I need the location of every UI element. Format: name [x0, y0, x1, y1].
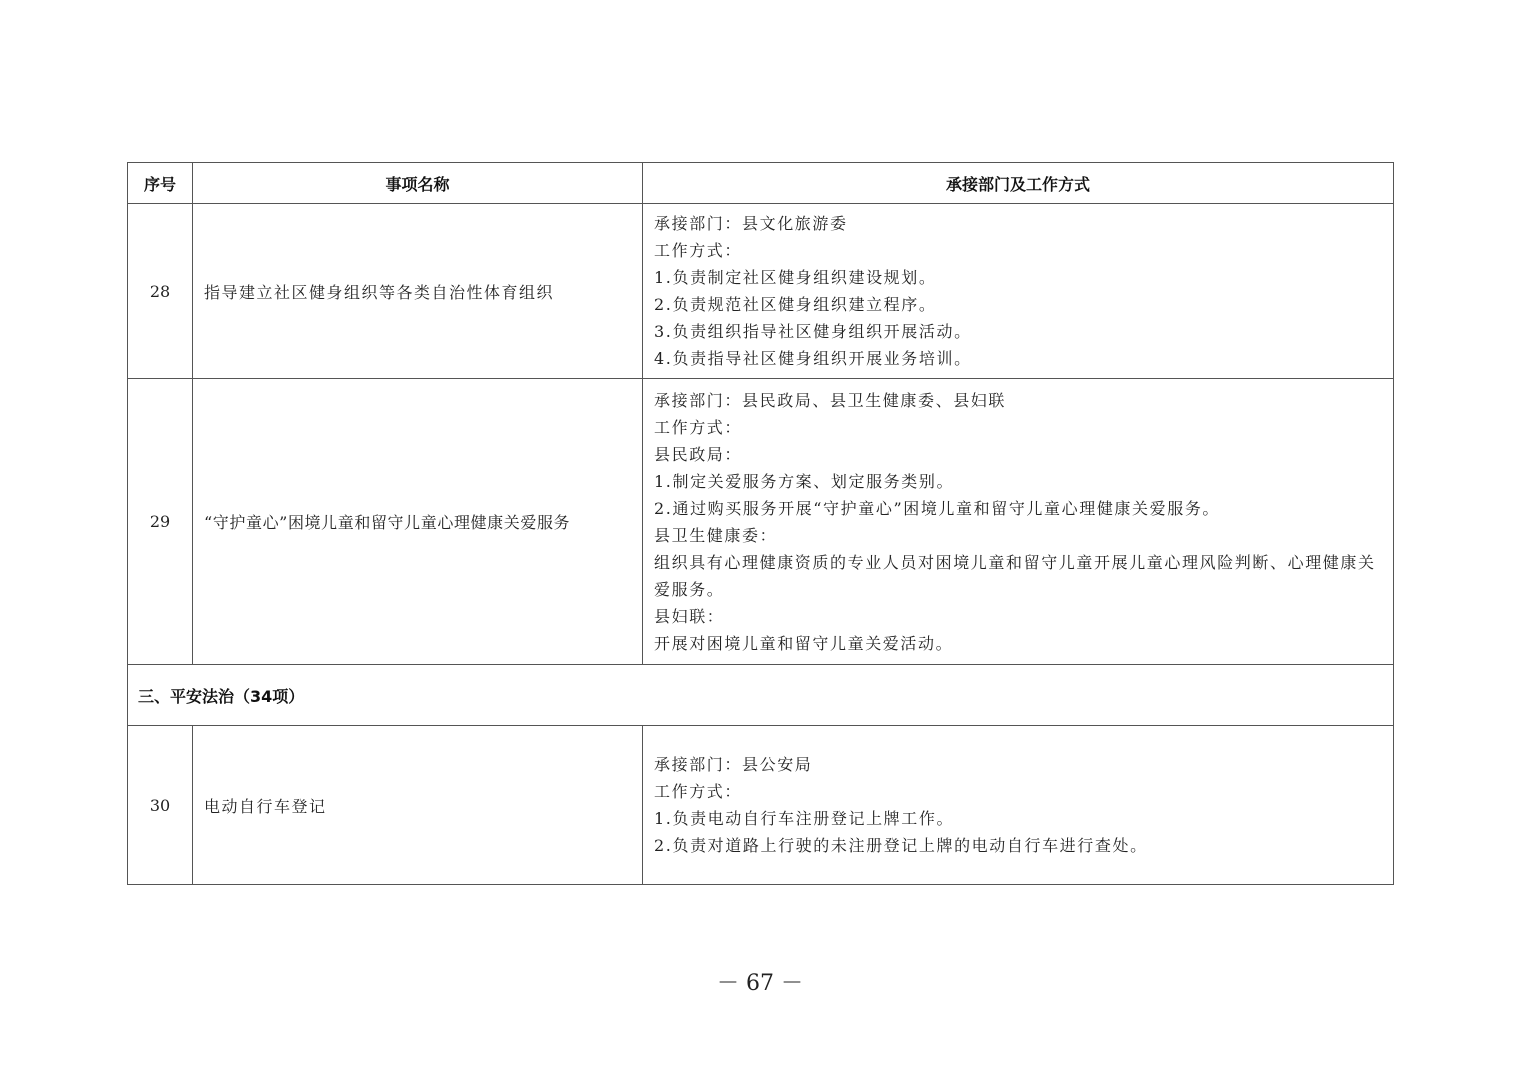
row-number: 30 — [128, 726, 193, 885]
dept-line: 工作方式： — [654, 417, 743, 437]
dept-line: 县妇联： — [654, 606, 725, 626]
header-no: 序号 — [128, 163, 193, 204]
dept-line: 2.负责规范社区健身组织建立程序。 — [654, 295, 937, 314]
table-row — [128, 204, 1394, 379]
dept-line: 3.负责组织指导社区健身组织开展活动。 — [654, 322, 972, 341]
table-row — [128, 726, 1394, 885]
dept-line: 1.负责电动自行车注册登记上牌工作。 — [654, 809, 955, 828]
section-row — [128, 665, 1394, 726]
dept-method-cell — [643, 379, 1394, 665]
dept-line: 承接部门：县文化旅游委 — [654, 214, 848, 233]
dept-line: 2.负责对道路上行驶的未注册登记上牌的电动自行车进行查处。 — [654, 836, 1148, 855]
section-heading: 三、平安法治（34项） — [128, 665, 1394, 726]
dept-line: 开展对困境儿童和留守儿童关爱活动。 — [654, 633, 954, 653]
dept-method-cell — [643, 726, 1394, 885]
dept-method-cell — [643, 204, 1394, 379]
header-dept: 承接部门及工作方式 — [643, 163, 1394, 204]
dept-line: 4.负责指导社区健身组织开展业务培训。 — [654, 349, 972, 368]
dept-line: 工作方式： — [654, 241, 743, 260]
table-row — [128, 379, 1394, 665]
dept-line: 2.通过购买服务开展“守护童心”困境儿童和留守儿童心理健康关爱服务。 — [654, 498, 1221, 518]
dept-line: 承接部门：县公安局 — [654, 755, 813, 774]
page-number: － 67 － — [717, 971, 803, 996]
item-name: 电动自行车登记 — [193, 726, 643, 885]
dept-line: 县卫生健康委： — [654, 525, 778, 545]
dept-line: 1.负责制定社区健身组织建设规划。 — [654, 268, 937, 287]
items-table — [127, 162, 1394, 885]
dept-line: 承接部门：县民政局、县卫生健康委、县妇联 — [654, 390, 1007, 410]
dept-line: 工作方式： — [654, 782, 743, 801]
dept-line: 县民政局： — [654, 444, 743, 464]
row-number: 29 — [128, 379, 193, 665]
item-name: “守护童心”困境儿童和留守儿童心理健康关爱服务 — [193, 379, 643, 665]
table-header-row — [128, 163, 1394, 204]
item-name: 指导建立社区健身组织等各类自治性体育组织 — [193, 204, 643, 379]
dept-line: 组织具有心理健康资质的专业人员对困境儿童和留守儿童开展儿童心理风险判断、心理健康关爱服务。 — [654, 552, 1376, 599]
row-number: 28 — [128, 204, 193, 379]
header-name: 事项名称 — [193, 163, 643, 204]
dept-line: 1.制定关爱服务方案、划定服务类别。 — [654, 471, 955, 491]
